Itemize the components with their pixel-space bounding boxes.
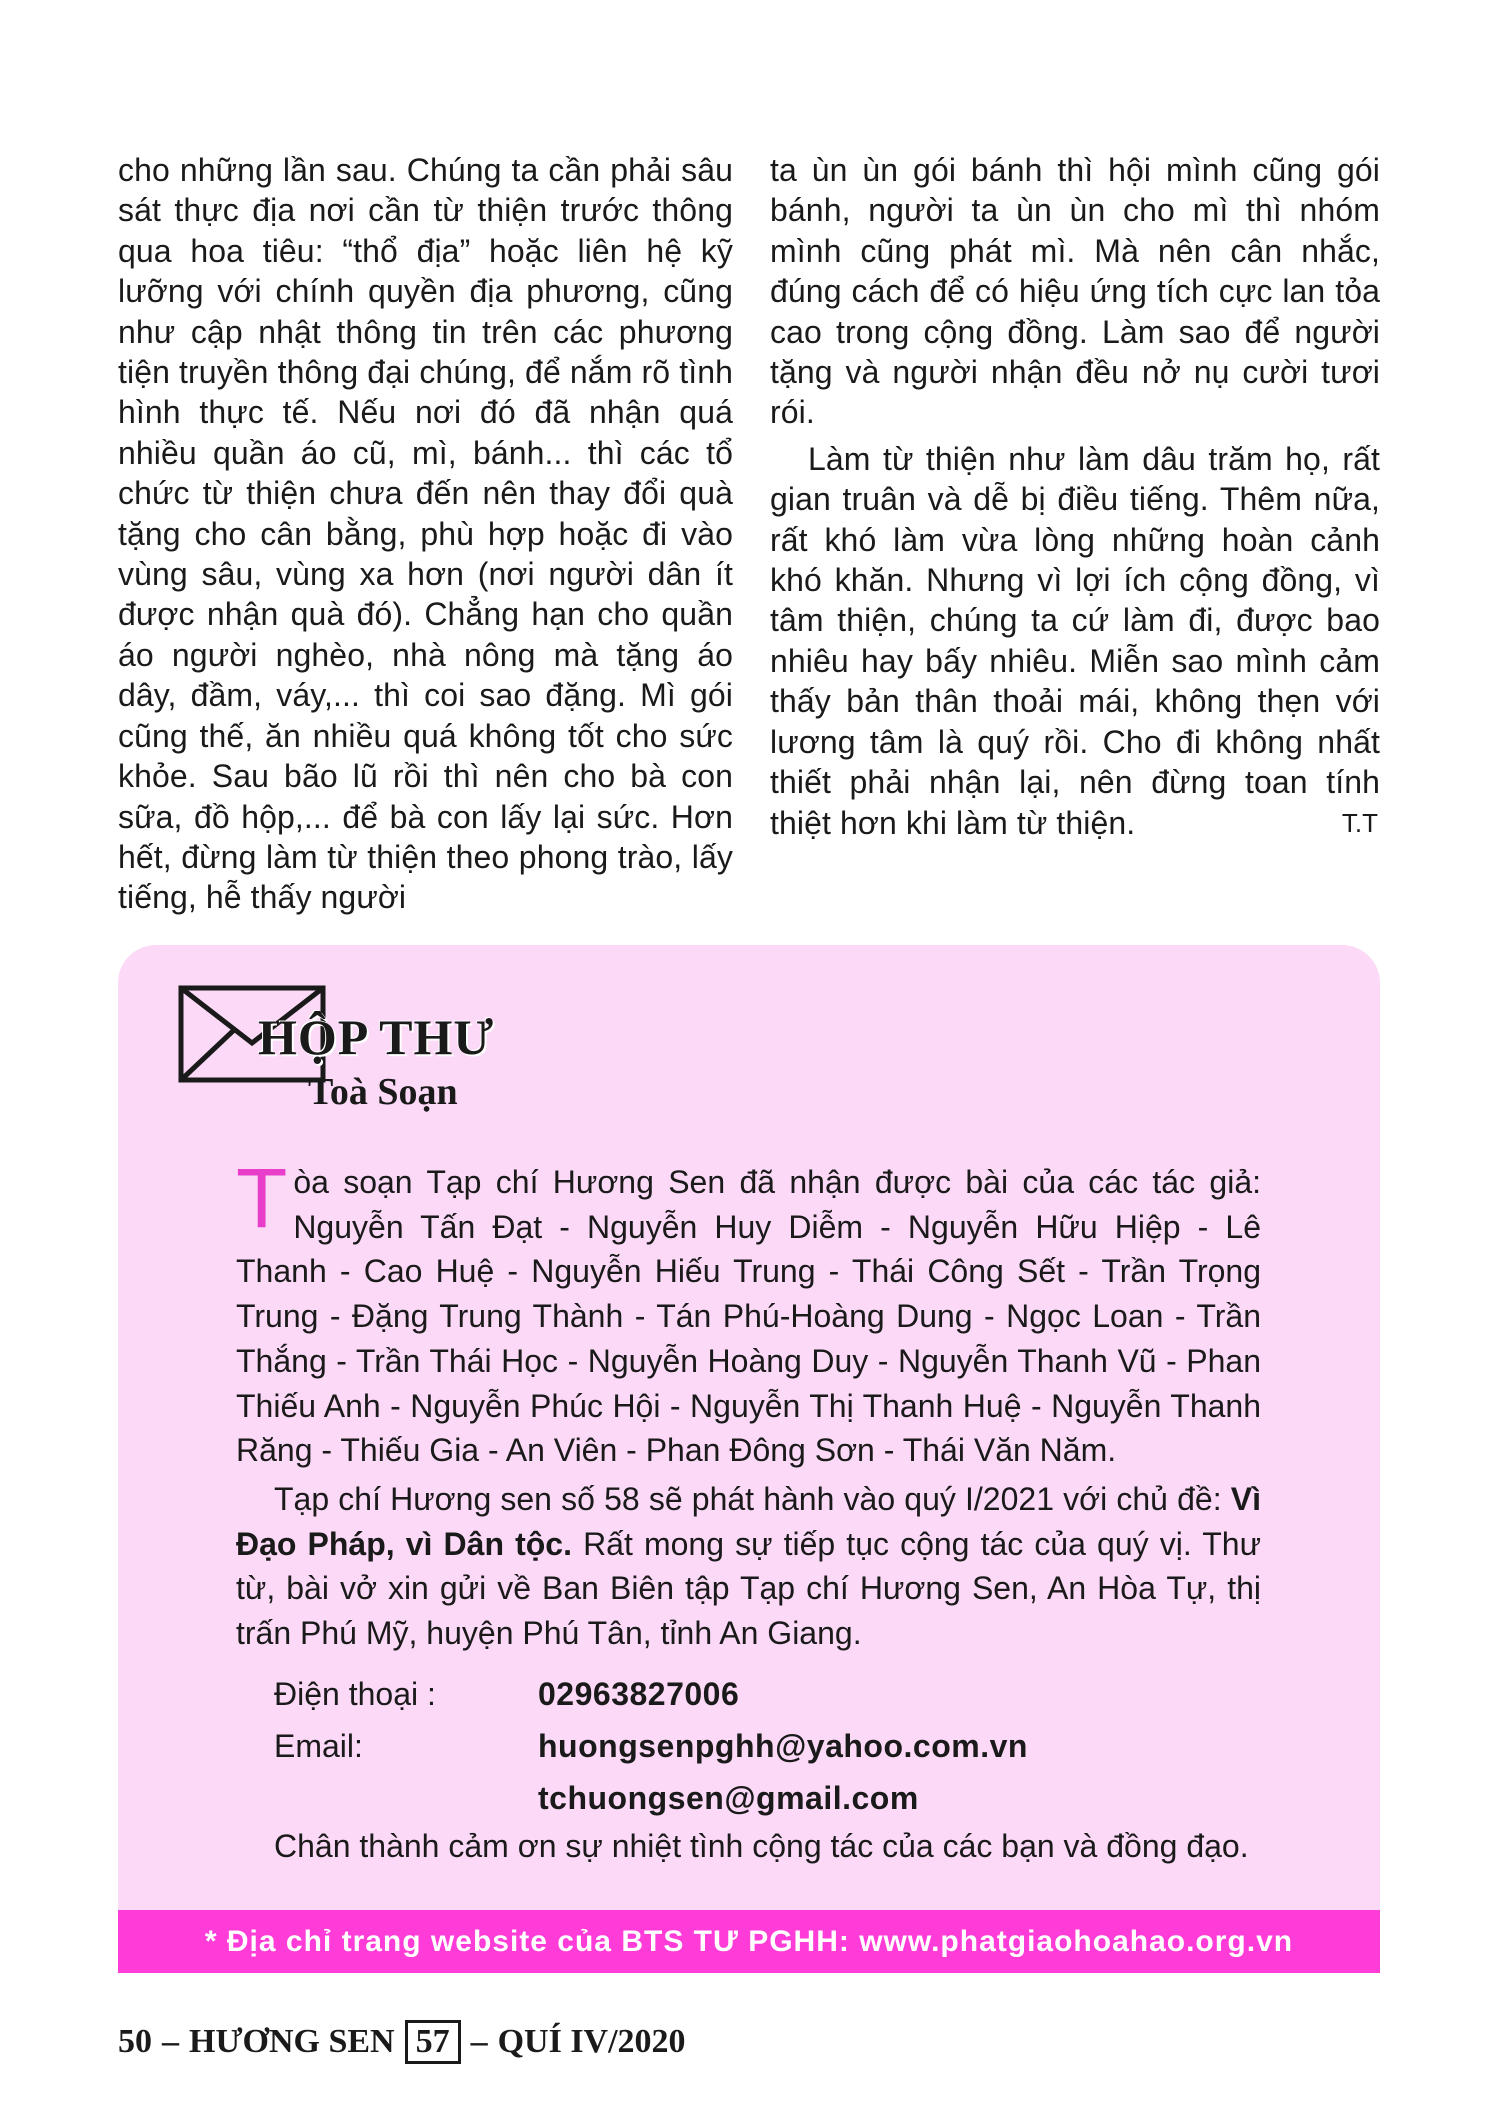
drop-cap: T xyxy=(236,1151,288,1245)
website-banner xyxy=(118,1910,1380,1973)
page-number: 50 xyxy=(118,2023,152,2060)
email-value-1[interactable]: huongsenpghh@yahoo.com.vn xyxy=(538,1727,1028,1764)
article-left-column xyxy=(118,150,733,918)
mailbox-subtitle: Toà Soạn xyxy=(308,1071,458,1113)
article-right-column xyxy=(770,150,1380,843)
issue-text: Tạp chí Hương sen số 58 sẽ phát hành vào quý I/2021 với chủ đề: xyxy=(274,1480,1231,1517)
contact-list xyxy=(274,1668,1028,1824)
magazine-name: HƯƠNG SEN xyxy=(189,2023,395,2060)
contact-row-phone xyxy=(274,1668,1028,1720)
thanks-line: Chân thành cảm ơn sự nhiệt tình cộng tác của các bạn và đồng đạo. xyxy=(274,1828,1249,1864)
issue-theme: Vì Đạo Pháp, vì Dân tộc. xyxy=(236,1480,1261,1562)
mailbox-intro xyxy=(236,1151,1261,1473)
page-footer xyxy=(118,2020,686,2064)
article-signature: T.T xyxy=(1341,808,1378,838)
intro-text: òa soạn Tạp chí Hương Sen đã nhận được bài của các tác giả: Nguyễn Tấn Đạt - Nguyễn Huy Diễm - Nguyễn Hữu Hiệp - Lê Thanh - Cao Huệ - Nguyễn Hiếu Trung - Thái Công Sết - Trần Trọng Trung - Đặng Trung Thành - Tán Phú-Hoàng Dung - Ngọc Loan - Trần Thắng - Trần Thái Học - Nguyễn Hoàng Duy - Nguyễn Thanh Vũ - Phan Thiếu Anh - Nguyễn Phúc Hội - Nguyễn Thị Thanh Huệ - Nguyễn Thanh Răng - Thiếu Gia - An Viên - Phan Đông Sơn - Thái Văn Năm. xyxy=(236,1164,1261,1469)
issue-number-box: 57 xyxy=(405,2020,461,2064)
mailbox-body xyxy=(236,1151,1262,1656)
contact-row-email xyxy=(274,1720,1028,1772)
phone-label: Điện thoại : xyxy=(274,1675,436,1712)
website-text[interactable]: * Địa chỉ trang website của BTS TƯ PGHH: www.phatgiaohoahao.org.vn xyxy=(204,1924,1294,1958)
footer-dash: – xyxy=(470,2023,488,2060)
footer-dash: – xyxy=(162,2023,179,2060)
email-label: Email: xyxy=(274,1727,363,1764)
article-paragraph: cho những lần sau. Chúng ta cần phải sâu sát thực địa nơi cần từ thiện trước thông qua hoa tiêu: “thổ địa” hoặc liên hệ kỹ lưỡng với chính quyền địa phương, cũng như cập nhật thông tin trên các phương tiện truyền thông đại chúng, để nắm rõ tình hình thực tế. Nếu nơi đó đã nhận quá nhiều quần áo cũ, mì, bánh... thì các tổ chức từ thiện chưa đến nên thay đổi quà tặng cho cân bằng, phù hợp hoặc đi vào vùng sâu, vùng xa hơn (nơi người dân ít được nhận quà đó). Chẳng hạn cho quần áo người nghèo, nhà nông mà tặng áo dây, đầm, váy,... thì coi sao đặng. Mì gói cũng thế, ăn nhiều quá không tốt cho sức khỏe. Sau bão lũ rồi thì nên cho bà con sữa, đồ hộp,... để bà con lấy lại sức. Hơn hết, đừng làm từ thiện theo phong trào, lấy tiếng, hễ thấy người xyxy=(118,152,733,916)
phone-value: 02963827006 xyxy=(538,1675,740,1712)
email-value-2[interactable]: tchuongsen@gmail.com xyxy=(538,1779,919,1816)
article-paragraph: Làm từ thiện như làm dâu trăm họ, rất gian truân và dễ bị điều tiếng. Thêm nữa, rất khó làm vừa lòng những hoàn cảnh khó khăn. Nhưng vì lợi ích cộng đồng, vì tâm thiện, chúng ta cứ làm đi, được bao nhiêu hay bấy nhiêu. Miễn sao mình cảm thấy bản thân thoải mái, không thẹn với lương tâm là quý rồi. Cho đi không nhất thiết phải nhận lại, nên đừng toan tính thiệt hơn khi làm từ thiện. xyxy=(770,440,1380,841)
mailbox-issue-paragraph xyxy=(236,1477,1261,1656)
issue-address: Rất mong sự tiếp tục cộng tác của quý vị. Thư từ, bài vở xin gửi về Ban Biên tập Tạp chí Hương Sen, An Hòa Tự, thị trấn Phú Mỹ, huyện Phú Tân, tỉnh An Giang. xyxy=(236,1525,1262,1652)
quarter-label: QUÍ IV/2020 xyxy=(497,2023,686,2060)
article-paragraph: ta ùn ùn gói bánh thì hội mình cũng gói bánh, người ta ùn ùn cho mì thì nhóm mình cũng phát mì. Mà nên cân nhắc, đúng cách để có hiệu ứng tích cực lan tỏa cao trong cộng đồng. Làm sao để người tặng và người nhận đều nở nụ cười tươi rói. xyxy=(770,152,1380,431)
contact-row-email-2 xyxy=(274,1772,1028,1824)
mailbox-title: HỘP THƯ xyxy=(258,1009,495,1065)
